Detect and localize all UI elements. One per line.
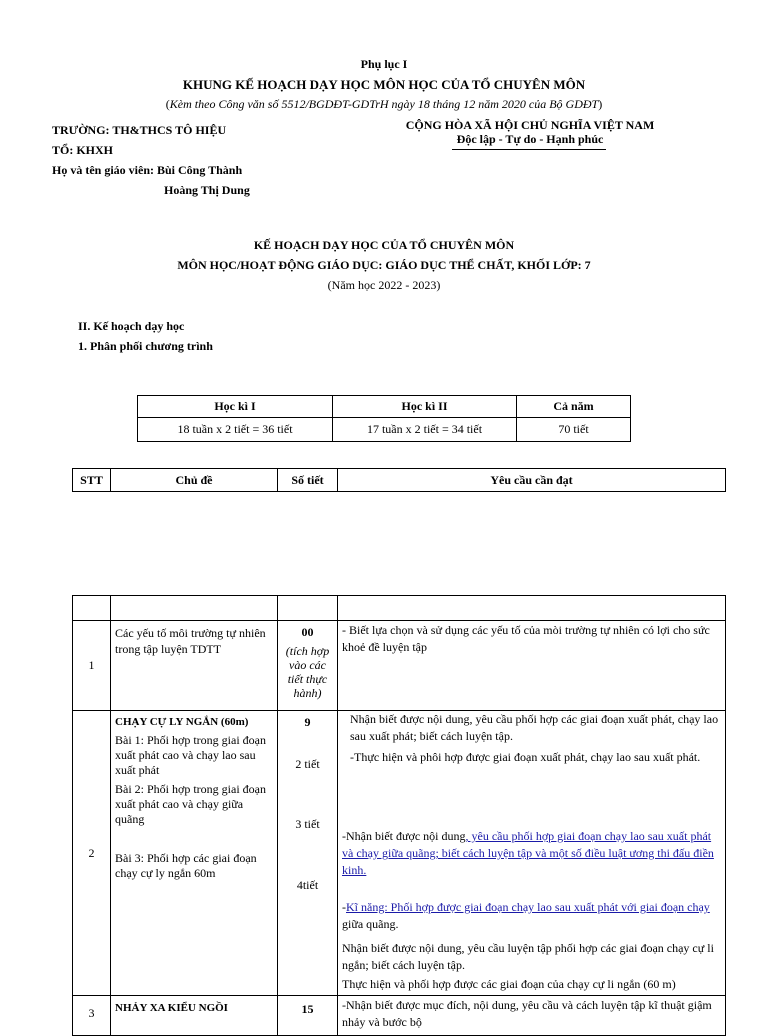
row-periods: [278, 621, 338, 711]
motto-underline: [452, 149, 606, 150]
group-name: TỔ: KHXH: [52, 143, 114, 157]
semester-value: 17 tuần x 2 tiết = 34 tiết: [333, 418, 517, 442]
table-row: [73, 621, 726, 711]
plan-year: (Năm học 2022 - 2023): [327, 278, 441, 292]
subsection-heading: 1. Phân phối chương trình: [78, 339, 213, 353]
requirement-3: -Nhận biết được nội dung, yêu cầu phối hợp giai đoạn chạy lao sau xuất phát và chạy giữa quãng; biết cách luyện tập và một số điều luật ương thi đấu điền kinh.: [342, 829, 714, 877]
row-topic: [111, 996, 278, 1036]
requirement-1: Nhận biết được nội dung, yêu cầu phối hợp các giai đoạn xuất phát, chạy lao sau xuất phát; biết cách luyện tập.: [350, 712, 719, 743]
row-stt: 3: [73, 996, 111, 1036]
motto: Độc lập - Tự do - Hạnh phúc: [456, 132, 604, 146]
requirement-4: -Kĩ năng: Phối hợp được giai đoạn chạy lao sau xuất phát với giai đoạn chạy giữa quãng.: [342, 900, 710, 931]
lesson-2: Bài 2: Phối hợp trong giai đoạn xuất phát cao và chạy giữa quãng: [115, 782, 267, 826]
periods-lesson-1: 2 tiết: [295, 757, 320, 771]
row-periods: 15: [278, 996, 338, 1036]
row-topic: Các yếu tố môi trường tự nhiên trong tập luyện TDTT: [111, 621, 278, 711]
section-heading: II. Kế hoạch dạy học: [78, 319, 185, 333]
col-header-periods: Số tiết: [278, 469, 338, 492]
lesson-1: Bài 1: Phối hợp trong giai đoạn xuất phát cao và chạy lao sau xuất phát: [115, 733, 267, 777]
semester-header: Học kì II: [333, 396, 517, 418]
periods-note: (tích hợp vào các tiết thực hành): [285, 644, 330, 700]
periods-lesson-3: 4tiết: [296, 878, 319, 892]
table-row: [73, 711, 726, 996]
semester-value: 70 tiết: [517, 418, 631, 442]
appendix-label: Phụ lục I: [360, 57, 408, 71]
nation-name: CỘNG HÒA XÃ HỘI CHỦ NGHĨA VIỆT NAM: [405, 118, 655, 132]
requirement-5: Nhận biết được nội dung, yêu cầu luyện tập phối hợp các giai đoạn chạy cự li ngắn; biết cách luyện tập.: [342, 941, 714, 972]
row-topic: [111, 711, 278, 996]
periods-lesson-2: 3 tiết: [295, 817, 320, 831]
table-row: [73, 996, 726, 1036]
periods-count: 9: [304, 715, 311, 729]
teacher-2: Hoàng Thị Dung: [164, 183, 250, 197]
main-table: [72, 595, 726, 1036]
school-name: TRƯỜNG: TH&THCS TÔ HIỆU: [52, 123, 227, 137]
main-table-header: [72, 468, 726, 492]
col-header-requirements: Yêu cầu cần đạt: [338, 469, 726, 492]
col-header-stt: STT: [73, 469, 111, 492]
reference-line: (Kèm theo Công văn số 5512/BGDĐT-GDTrH ngày 18 tháng 12 năm 2020 của Bộ GDĐT): [165, 97, 603, 111]
semester-header: Cả năm: [517, 396, 631, 418]
row-requirements: [338, 711, 726, 996]
semester-header: Học kì I: [138, 396, 333, 418]
plan-subject: MÔN HỌC/HOẠT ĐỘNG GIÁO DỤC: GIÁO DỤC THỂ CHẤT, KHỐI LỚP: 7: [177, 258, 591, 272]
framework-title: KHUNG KẾ HOẠCH DẠY HỌC MÔN HỌC CỦA TỔ CHUYÊN MÔN: [182, 77, 586, 92]
semester-value: 18 tuần x 2 tiết = 36 tiết: [138, 418, 333, 442]
row-requirements: -Nhận biết được mục đích, nội dung, yêu cầu và cách luyện tập kĩ thuật giậm nhảy và bước bộ: [338, 996, 726, 1036]
row-stt: 2: [73, 711, 111, 996]
periods-count: 00: [301, 625, 314, 639]
row-requirements: - Biết lựa chọn và sử dụng các yếu tố của mòi trường tự nhiên có lợi cho sức khoẻ đề luyện tập: [338, 621, 726, 711]
requirement-2: -Thực hiện và phôi hợp được giai đoạn xuất phát, chạy lao sau xuất phát.: [350, 750, 701, 764]
semester-table: [137, 395, 631, 442]
teacher-line: Họ và tên giáo viên: Bùi Công Thành: [52, 163, 243, 177]
col-header-topic: Chủ đề: [111, 469, 278, 492]
row-stt: 1: [73, 621, 111, 711]
plan-title: KẾ HOẠCH DẠY HỌC CỦA TỔ CHUYÊN MÔN: [253, 238, 515, 252]
topic-title: NHẢY XA KIỂU NGỒI: [115, 1002, 228, 1014]
topic-title: CHẠY CỰ LY NGẮN (60m): [115, 716, 249, 728]
row-periods: [278, 711, 338, 996]
table-row: [73, 596, 726, 621]
lesson-3: Bài 3: Phối hợp các giai đoạn chạy cự ly ngắn 60m: [115, 851, 257, 880]
requirement-6: Thực hiện và phối hợp được các giai đoạn của chạy cự li ngắn (60 m): [342, 977, 676, 991]
